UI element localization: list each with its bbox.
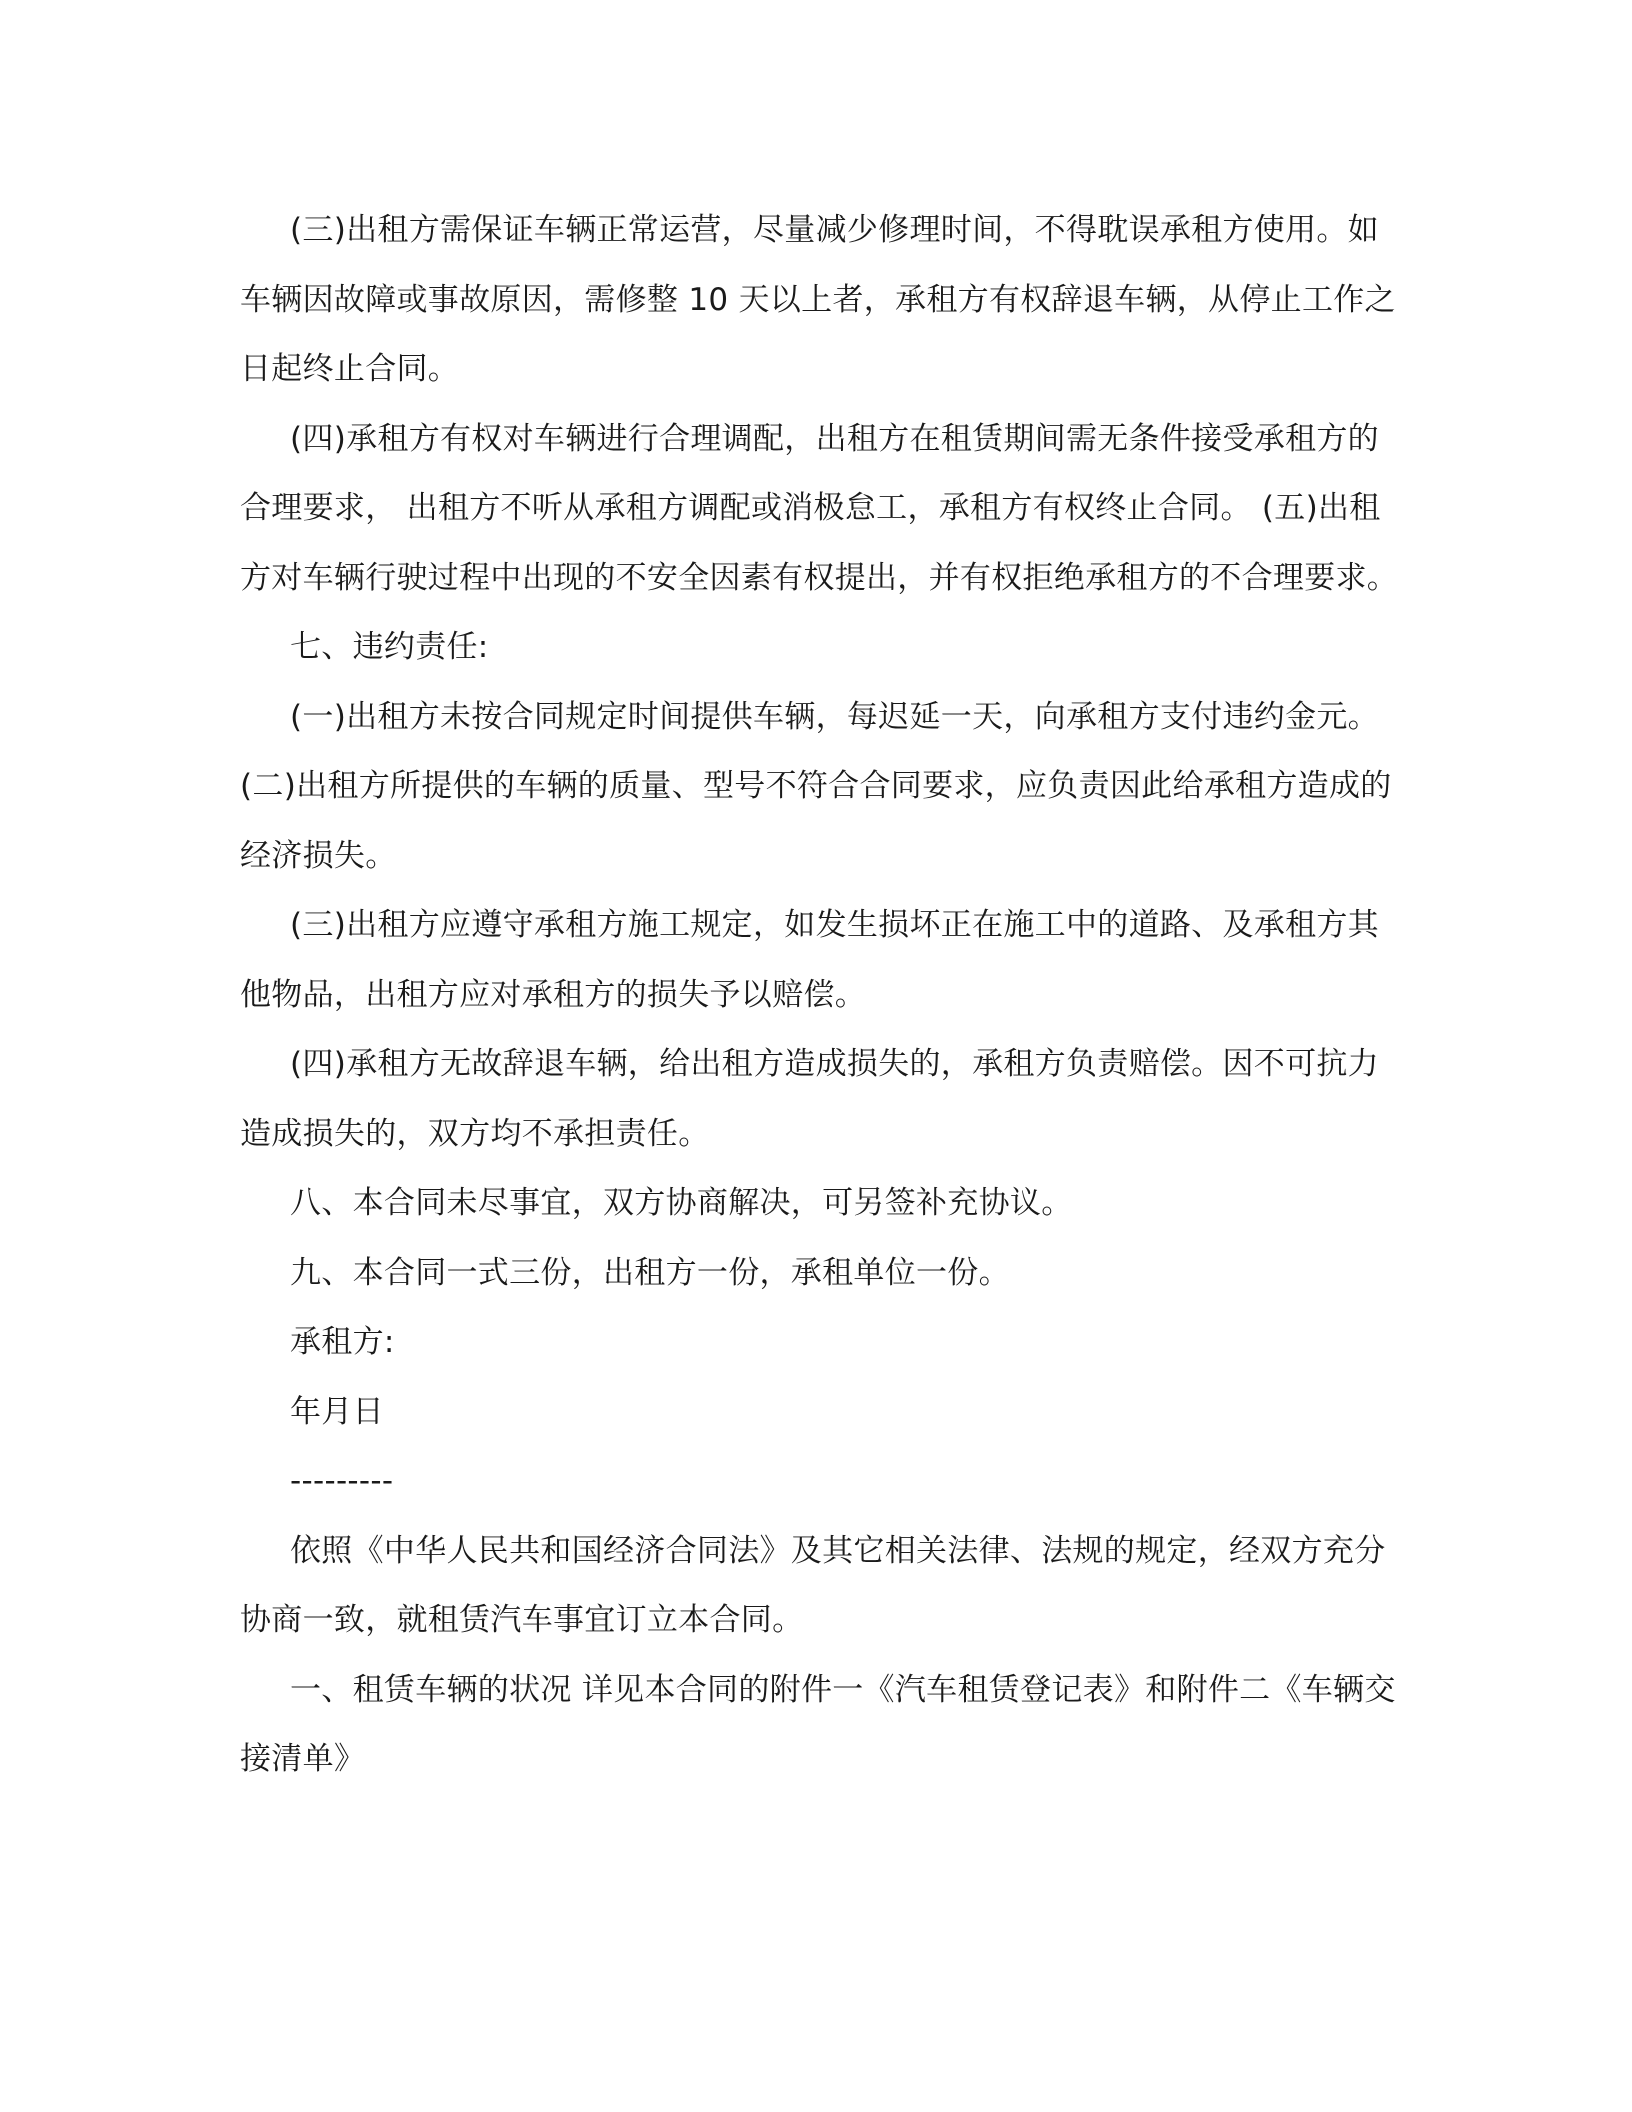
section-one-vehicle-status: 一、租赁车辆的状况 详见本合同的附件一《汽车租赁登记表》和附件二《车辆交接清单》 (240, 1671, 1396, 1777)
paragraph-breach-1-2: (一)出租方未按合同规定时间提供车辆，每迟延一天，向承租方支付违约金元。 (二)出租方所提供的车辆的质量、型号不符合合同要求，应负责因此给承租方造成的经济损失。 (240, 698, 1392, 874)
document-body (240, 196, 1400, 1795)
paragraph-breach-4: (四)承租方无故辞退车辆，给出租方造成损失的，承租方负责赔偿。因不可抗力造成损失的，双方均不承担责任。 (240, 1046, 1379, 1152)
section-eight: 八、本合同未尽事宜，双方协商解决，可另签补充协议。 (290, 1185, 1073, 1221)
paragraph-breach-3: (三)出租方应遵守承租方施工规定，如发生损坏正在施工中的道路、及承租方其他物品，出租方应对承租方的损失予以赔偿。 (240, 907, 1379, 1013)
section-nine: 九、本合同一式三份，出租方一份，承租单位一份。 (290, 1254, 1010, 1291)
signature-date-label: 年月日 (290, 1393, 384, 1430)
paragraph-clause-3-operation: (三)出租方需保证车辆正常运营，尽量减少修理时间，不得耽误承租方使用。如车辆因故障或事故原因，需修整 10 天以上者，承租方有权辞退车辆，从停止工作之日起终止合同。 (240, 212, 1396, 387)
section-heading-breach: 七、违约责任: (290, 629, 489, 665)
separator-line: --------- (290, 1463, 394, 1499)
paragraph-clause-4-5-dispatch: (四)承租方有权对车辆进行合理调配，出租方在租赁期间需无条件接受承租方的合理要求， 出租方不听从承租方调配或消极怠工，承租方有权终止合同。 (五)出租方对车辆行驶过程中出现的不安全因素有权提出，并有权拒绝承租方的不合理要求。 (240, 420, 1399, 596)
signature-lessee-label: 承租方: (290, 1324, 395, 1360)
paragraph-preamble: 依照《中华人民共和国经济合同法》及其它相关法律、法规的规定，经双方充分协商一致，就租赁汽车事宜订立本合同。 (240, 1532, 1386, 1638)
